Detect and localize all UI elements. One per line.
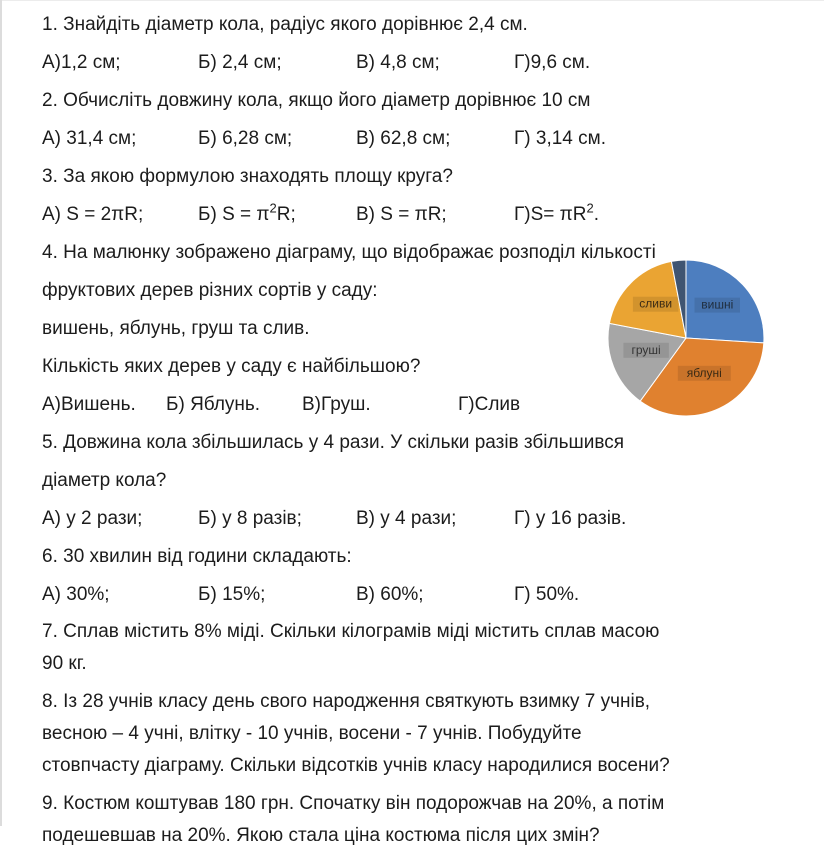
q6-option-v: В) 60%; [356,584,424,605]
question-4-line-2: фруктових дерев різних сортів у саду: [42,280,378,301]
q6-option-b: Б) 15%; [198,584,266,605]
q1-option-v: В) 4,8 см; [356,52,440,73]
question-4-line-3: вишень, яблунь, груш та слив. [42,318,310,339]
fruit-pie-chart [604,254,780,424]
q4-option-b: Б) Яблунь. [166,394,261,415]
q6-option-g: Г) 50%. [514,584,580,605]
question-1-text: 1. Знайдіть діаметр кола, радіус якого дорівнює 2,4 см. [42,14,528,35]
question-5-line-2: діаметр кола? [42,470,167,491]
question-6-options [42,576,804,614]
page-left-edge [0,0,2,826]
svg-text:яблуні: яблуні [686,365,722,380]
q3-option-g: $Г)S= \pi R^2$. [514,200,600,225]
question-6-text: 6. 30 хвилин від години складають: [42,546,352,567]
q3-option-v: В) S = πR; [356,204,447,225]
q5-option-a: А) у 2 рази; [42,508,143,529]
q2-option-a: А) 31,4 см; [42,128,137,149]
q1-option-a: А)1,2 см; [42,52,121,73]
question-2-options [42,120,804,158]
svg-text:сливи: сливи [639,296,673,311]
pie-chart-svg [604,254,774,424]
question-9-line-1: 9. Костюм коштував 180 грн. Спочатку він подорожчав на 20%, а потім [42,793,665,814]
question-1-options [42,44,804,82]
question-8-line-3: стовпчасту діаграму. Скільки відсотків учнів класу народилися восени? [42,755,670,776]
q4-option-a: А)Вишень. [42,394,136,415]
page-top-edge [0,0,824,1]
question-5-line-1: 5. Довжина кола збільшилась у 4 рази. У скільки разів збільшився [42,432,625,453]
q3-option-b: Б) $S = \pi^2R$; [198,200,296,225]
question-2-text: 2. Обчисліть довжину кола, якщо його діаметр дорівнює 10 см [42,90,591,111]
question-4-line-4: Кількість яких дерев у саду є найбільшою? [42,356,421,377]
q3-option-a: А) S = 2πR; [42,204,144,225]
question-8-line-1: 8. Із 28 учнів класу день свого народження святкують взимку 7 учнів, [42,691,651,712]
svg-text:груші: груші [631,342,661,357]
q6-option-a: А) 30%; [42,584,110,605]
question-3-text: 3. За якою формулою знаходять площу круга? [42,166,453,187]
q5-option-b: Б) у 8 разів; [198,508,302,529]
q1-option-g: Г)9,6 см. [514,52,591,73]
q2-option-v: В) 62,8 см; [356,128,451,149]
question-8-line-2: весною – 4 учні, влітку - 10 учнів, восени - 7 учнів. Побудуйте [42,723,582,744]
q1-option-b: Б) 2,4 см; [198,52,282,73]
question-7-line-2: 90 кг. [42,653,87,674]
question-4-line-1: 4. На малюнку зображено діаграму, що відображає розподіл кількості [42,242,656,263]
question-8-text [42,686,804,782]
q2-option-g: Г) 3,14 см. [514,128,606,149]
svg-text:вишні: вишні [701,297,734,312]
question-5-options [42,500,804,538]
q4-option-g: Г)Слив [458,394,521,415]
question-3-options [42,196,804,234]
q4-option-v: В)Груш. [302,394,371,415]
question-9-line-2: подешевшав на 20%. Якою стала ціна костюма після цих змін? [42,825,600,846]
q5-option-v: В) у 4 рази; [356,508,457,529]
q2-option-b: Б) 6,28 см; [198,128,293,149]
q5-option-g: Г) у 16 разів. [514,508,627,529]
question-7-text [42,616,804,680]
question-9-text [42,788,804,852]
question-7-line-1: 7. Сплав містить 8% міді. Скільки кілограмів міді містить сплав масою [42,621,660,642]
